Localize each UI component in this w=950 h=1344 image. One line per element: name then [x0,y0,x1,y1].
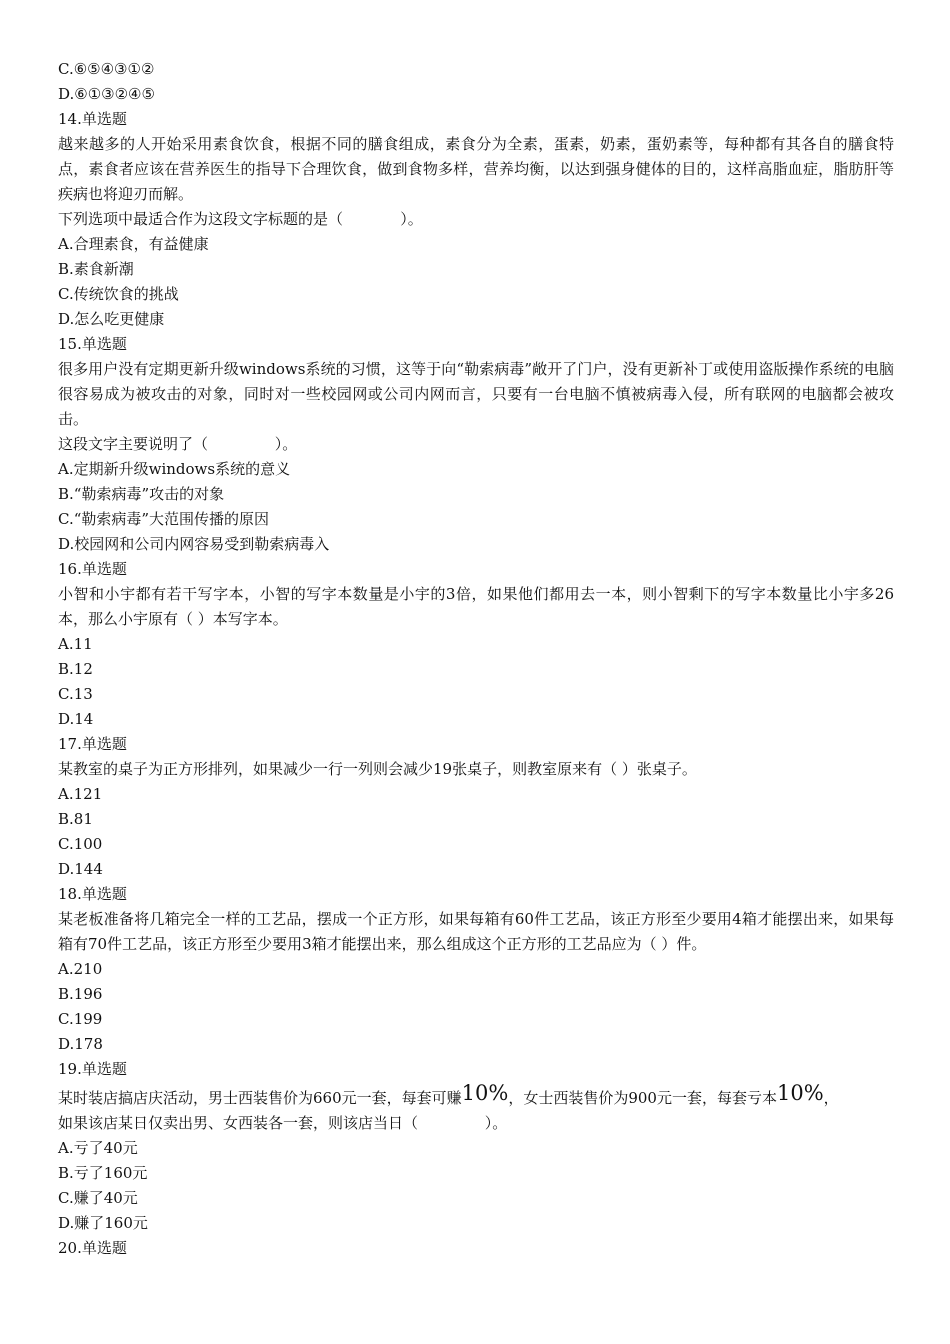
option-c: C.199 [58,1010,103,1028]
question-18 [58,882,894,1057]
option-b: B.素食新潮 [58,260,134,278]
question-header: 19.单选题 [58,1060,127,1078]
question-16 [58,557,894,732]
question-stem: 很多用户没有定期更新升级windows系统的习惯，这等于向“勒索病毒”敞开了门户，没有更新补丁或使用盗版操作系统的电脑很容易成为被攻击的对象，同时对一些校园网或公司内网而言，只要有一台电脑不慎被病毒入侵，所有联网的电脑都会被攻击。 [58,360,894,428]
option-b: B.亏了160元 [58,1164,148,1182]
percent-value-1: 10% [461,1081,509,1105]
option-c: C.13 [58,685,93,703]
question-stem: 某老板准备将几箱完全一样的工艺品，摆成一个正方形，如果每箱有60件工艺品，该正方形至少要用4箱才能摆出来，如果每箱有70件工艺品，该正方形至少要用3箱才能摆出来，那么组成这个正方形的工艺品应为（ ）件。 [58,910,894,953]
option-a: A.121 [58,785,103,803]
question-stem-line-2: 如果该店某日仅卖出男、女西装各一套，则该店当日（ ）。 [58,1114,508,1132]
option-c: C.传统饮食的挑战 [58,285,179,303]
question-header: 18.单选题 [58,885,127,903]
stem-text-a: 某时装店搞店庆活动，男士西装售价为660元一套，每套可赚 [58,1089,462,1107]
option-c: C.⑥⑤④③①② [58,60,155,78]
option-a: A.210 [58,960,103,978]
option-c: C.100 [58,835,103,853]
option-a: A.合理素食，有益健康 [58,235,209,253]
option-b: B.12 [58,660,93,678]
option-d: D.144 [58,860,103,878]
question-prompt: 下列选项中最适合作为这段文字标题的是（ ）。 [58,210,423,228]
question-stem: 小智和小宇都有若干写字本，小智的写字本数量是小宇的3倍，如果他们都用去一本，则小智剩下的写字本数量比小宇多26本，那么小宇原有（ ）本写字本。 [58,585,894,628]
option-d: D.校园网和公司内网容易受到勒索病毒入 [58,535,330,553]
question-20 [58,1236,894,1261]
option-a: A.11 [58,635,93,653]
option-d: D.178 [58,1035,103,1053]
stem-text-c: ， [823,1089,839,1107]
question-stem-line-1 [58,1081,894,1111]
option-d: D.怎么吃更健康 [58,310,165,328]
option-c: C.赚了40元 [58,1189,138,1207]
option-a: A.定期新升级windows系统的意义 [58,460,291,478]
question-header: 17.单选题 [58,735,127,753]
question-header: 15.单选题 [58,335,127,353]
question-stem: 越来越多的人开始采用素食饮食，根据不同的膳食组成，素食分为全素，蛋素，奶素，蛋奶素等，每种都有其各自的膳食特点，素食者应该在营养医生的指导下合理饮食，做到食物多样，营养均衡，以达到强身健体的目的，这样高脂血症，脂肪肝等疾病也将迎刃而解。 [58,135,894,203]
stem-text-b: ，女士西装售价为900元一套，每套亏本 [508,1089,777,1107]
option-b: B.“勒索病毒”攻击的对象 [58,485,225,503]
option-d: D.⑥①③②④⑤ [58,85,155,103]
option-c: C.“勒索病毒”大范围传播的原因 [58,510,270,528]
option-d: D.14 [58,710,94,728]
question-17 [58,732,894,882]
question-header: 20.单选题 [58,1239,127,1257]
percent-value-2: 10% [776,1081,824,1105]
question-15 [58,332,894,557]
option-b: B.81 [58,810,93,828]
question-19 [58,1057,894,1236]
option-a: A.亏了40元 [58,1139,138,1157]
question-stem: 某教室的桌子为正方形排列，如果减少一行一列则会减少19张桌子，则教室原来有（ ）张桌子。 [58,760,697,778]
option-b: B.196 [58,985,103,1003]
question-header: 14.单选题 [58,110,127,128]
question-header: 16.单选题 [58,560,127,578]
question-prompt: 这段文字主要说明了（ ）。 [58,435,298,453]
option-d: D.赚了160元 [58,1214,148,1232]
question-14 [58,107,894,332]
